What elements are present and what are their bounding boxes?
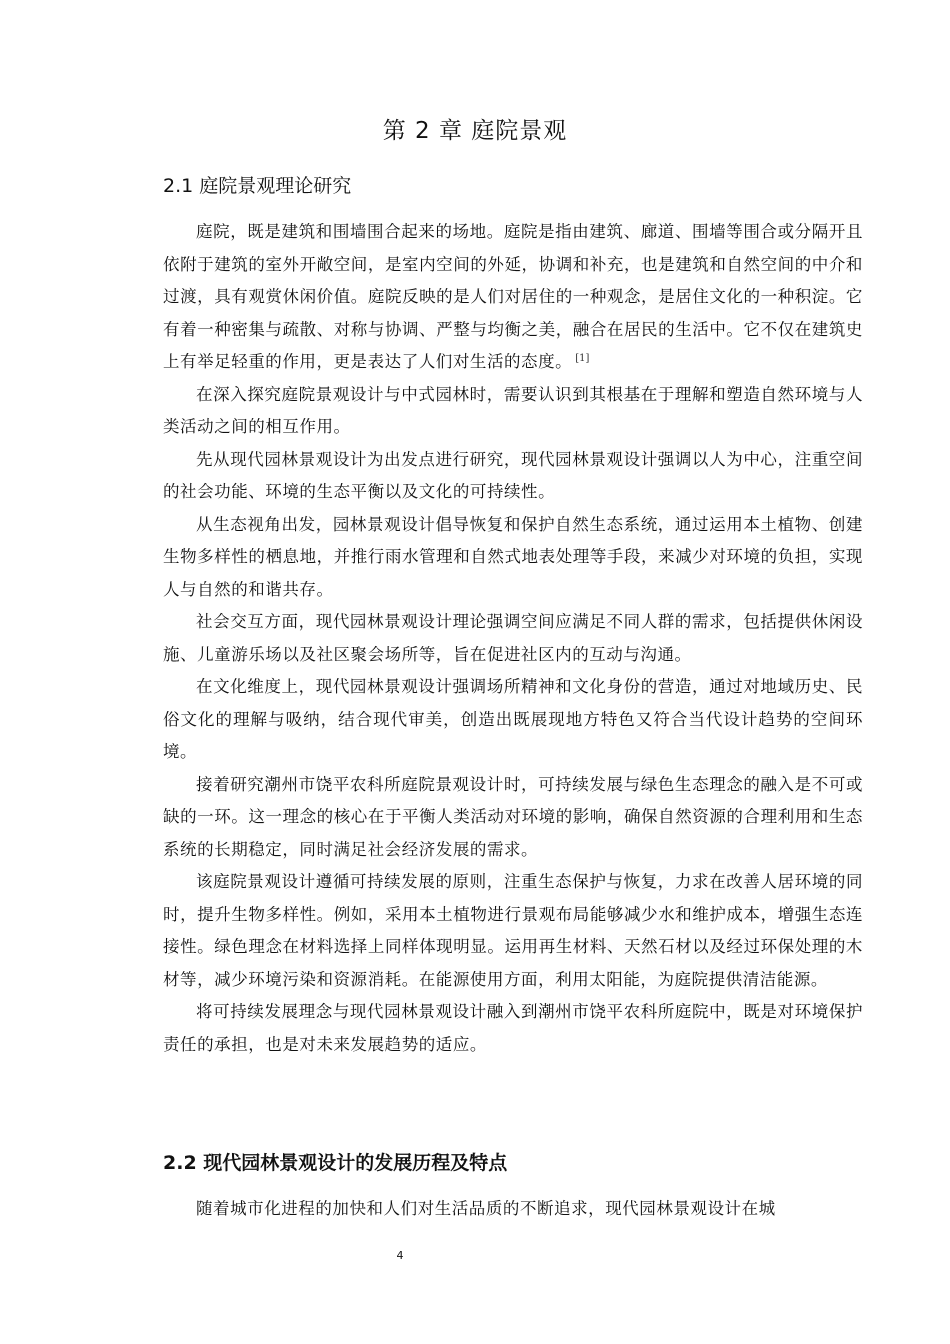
chapter-title: 第 2 章 庭院景观 [382, 118, 568, 144]
paragraph: 随着城市化进程的加快和人们对生活品质的不断追求，现代园林景观设计在城 [196, 1199, 776, 1218]
section-heading-2-2: 2.2 现代园林景观设计的发展历程及特点 [163, 1152, 508, 1174]
section-body-2-2 [163, 1193, 863, 1226]
paragraph: 社会交互方面，现代园林景观设计理论强调空间应满足不同人群的需求，包括提供休闲设施、儿童游乐场以及社区聚会场所等，旨在促进社区内的互动与沟通。 [163, 612, 863, 664]
page-number: 4 [396, 1249, 404, 1262]
paragraph-text: 庭院，既是建筑和围墙围合起来的场地。庭院是指由建筑、廊道、围墙等围合或分隔开且依附于建筑的室外开敞空间，是室内空间的外延，协调和补充，也是建筑和自然空间的中介和过渡，具有观赏休闲价值。庭院反映的是人们对居住的一种观念，是居住文化的一种积淀。它有着一种密集与疏散、对称与协调、严整与均衡之美，融合在居民的生活中。它不仅在建筑史上有举足轻重的作用，更是表达了人们对生活的态度。 [163, 222, 863, 371]
paragraph: 该庭院景观设计遵循可持续发展的原则，注重生态保护与恢复，力求在改善人居环境的同时，提升生物多样性。例如，采用本土植物进行景观布局能够减少水和维护成本，增强生态连接性。绿色理念在材料选择上同样体现明显。运用再生材料、天然石材以及经过环保处理的木材等，减少环境污染和资源消耗。在能源使用方面，利用太阳能，为庭院提供清洁能源。 [163, 872, 863, 989]
section-heading-2-1: 2.1 庭院景观理论研究 [163, 175, 352, 197]
paragraph: 先从现代园林景观设计为出发点进行研究，现代园林景观设计强调以人为中心，注重空间的社会功能、环境的生态平衡以及文化的可持续性。 [163, 449, 863, 501]
paragraph: 在深入探究庭院景观设计与中式园林时，需要认识到其根基在于理解和塑造自然环境与人类活动之间的相互作用。 [163, 384, 863, 436]
paragraph [163, 216, 863, 379]
paragraph: 将可持续发展理念与现代园林景观设计融入到潮州市饶平农科所庭院中，既是对环境保护责任的承担，也是对未来发展趋势的适应。 [163, 1002, 863, 1054]
paragraph: 从生态视角出发，园林景观设计倡导恢复和保护自然生态系统，通过运用本土植物、创建生物多样性的栖息地，并推行雨水管理和自然式地表处理等手段，来减少对环境的负担，实现人与自然的和谐共存。 [163, 514, 863, 599]
citation-marker: [1] [575, 352, 590, 364]
section-body-2-1 [163, 216, 863, 1061]
paragraph: 接着研究潮州市饶平农科所庭院景观设计时，可持续发展与绿色生态理念的融入是不可或缺的一环。这一理念的核心在于平衡人类活动对环境的影响，确保自然资源的合理利用和生态系统的长期稳定，同时满足社会经济发展的需求。 [163, 774, 863, 859]
paragraph: 在文化维度上，现代园林景观设计强调场所精神和文化身份的营造，通过对地域历史、民俗文化的理解与吸纳，结合现代审美，创造出既展现地方特色又符合当代设计趋势的空间环境。 [163, 677, 863, 761]
